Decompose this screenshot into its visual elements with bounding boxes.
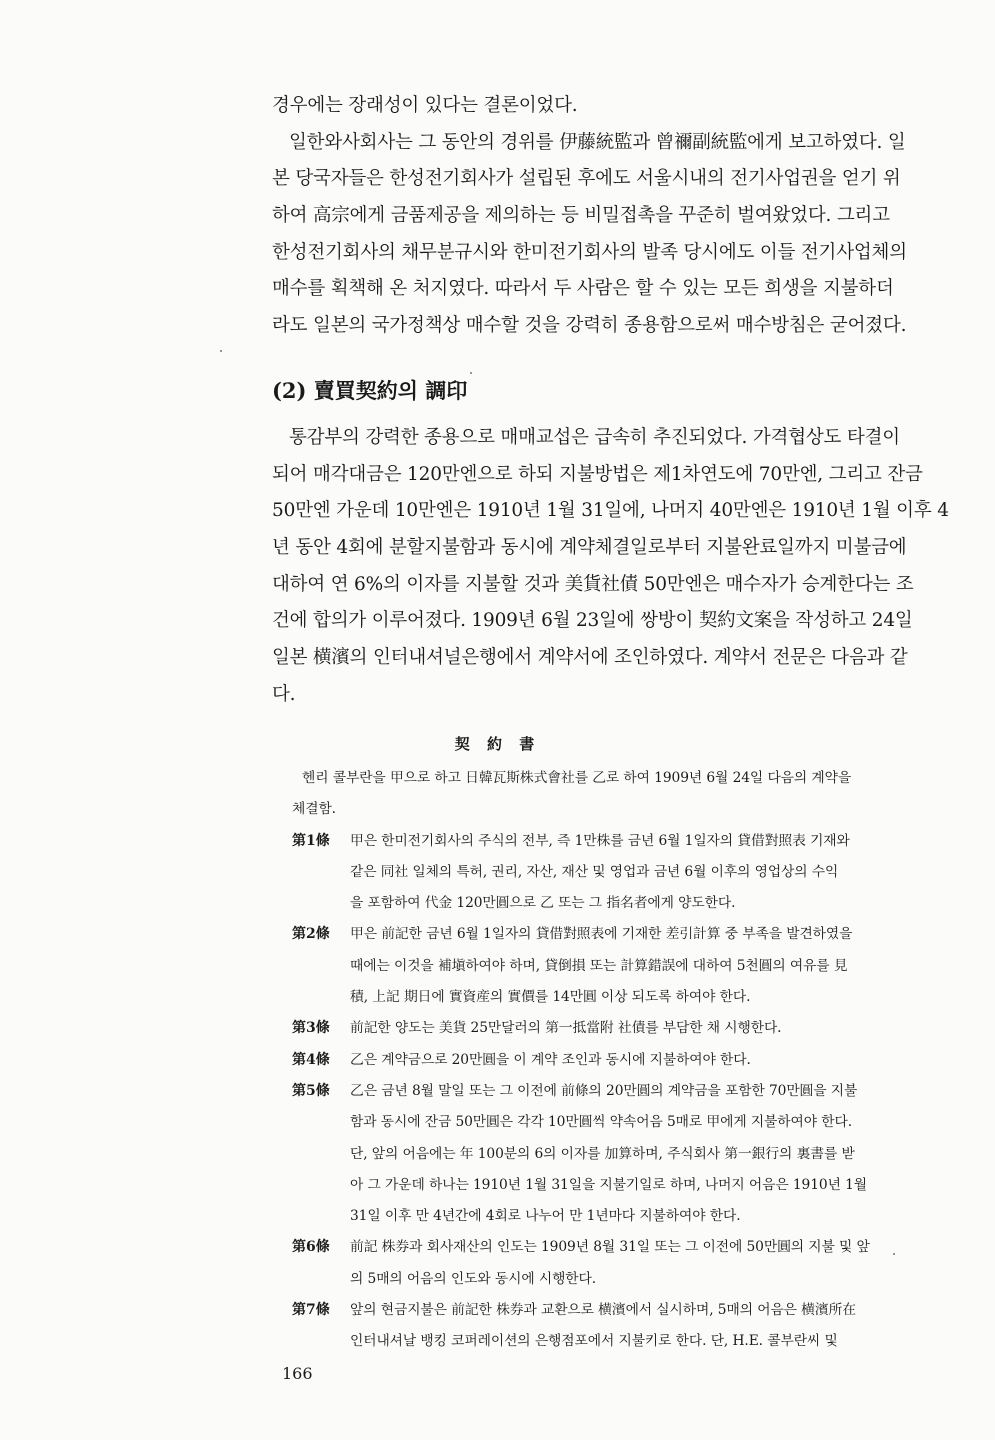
scan-speck	[470, 372, 472, 374]
page-number: 166	[282, 1364, 313, 1383]
clause-body	[350, 1045, 924, 1076]
clause-body	[350, 1232, 924, 1295]
text-line: 일한와사회사는 그 동안의 경위를 伊藤統監과 曾禰副統監에게 보고하였다. 일	[289, 131, 906, 153]
section-heading: (2) 賣買契約의 調印	[272, 378, 468, 403]
clause-label: 第3條	[292, 1020, 330, 1037]
text-line: 50만엔 가운데 10만엔은 1910년 1월 31일에, 나머지 40만엔은 1910년 1월 이후 4	[272, 500, 949, 522]
contract-clause-1	[292, 826, 924, 920]
contract-clause-4	[292, 1045, 924, 1076]
contract-preamble-line: 헨리 콜부란을 甲으로 하고 日韓瓦斯株式會社를 乙로 하여 1909년 6월 24일 다음의 계약을	[302, 770, 852, 786]
text-line: 대하여 연 6%의 이자를 지불할 것과 美貨社債 50만엔은 매수자가 승계한다는 조	[272, 573, 914, 595]
clause-line: 前記한 양도는 美貨 25만달러의 第一抵當附 社債를 부담한 채 시행한다.	[350, 1020, 782, 1037]
clause-body	[350, 826, 924, 920]
contract-body	[292, 763, 924, 1358]
clause-label: 第7條	[292, 1302, 330, 1319]
clause-line: 乙은 계약금으로 20만圓을 이 계약 조인과 동시에 지불하여야 한다.	[350, 1051, 751, 1068]
clause-line: 甲은 한미전기회사의 주식의 전부, 즉 1만株를 금년 6월 1일자의 貸借對照表 기재와	[350, 832, 850, 849]
scan-speck	[893, 1253, 895, 1255]
text-line: 라도 일본의 국가정책상 매수할 것을 강력히 종용함으로써 매수방침은 굳어졌다.	[272, 315, 907, 337]
text-line: 하여 高宗에게 금품제공을 제의하는 등 비밀접촉을 꾸준히 벌여왔었다. 그리고	[272, 205, 890, 227]
clause-body	[350, 1013, 924, 1044]
text-line: 되어 매각대금은 120만엔으로 하되 지불방법은 제1차연도에 70만엔, 그리고 잔금	[272, 463, 923, 485]
text-line: 매수를 획책해 온 처지였다. 따라서 두 사람은 할 수 있는 모든 희생을 지불하더	[272, 278, 894, 300]
clause-line: 단, 앞의 어음에는 年 100분의 6의 이자를 加算하며, 주식회사 第一銀行의 裏書를 받	[350, 1145, 855, 1162]
clause-line: 甲은 前記한 금년 6월 1일자의 貸借對照表에 기재한 差引計算 중 부족을 발견하였을	[350, 926, 853, 943]
contract-preamble-line: 체결함.	[292, 801, 336, 818]
clause-line: 앞의 현금지불은 前記한 株券과 교환으로 横濱에서 실시하며, 5매의 어음은 横濱所在	[350, 1302, 856, 1319]
text-line: 통감부의 강력한 종용으로 매매교섭은 급속히 추진되었다. 가격협상도 타결이	[289, 427, 900, 448]
paragraph-1	[272, 88, 942, 345]
clause-body	[350, 1295, 924, 1358]
clause-body	[350, 1076, 924, 1232]
clause-line: 前記 株券과 회사재산의 인도는 1909년 8월 31일 또는 그 이전에 50만圓의 지불 및 앞	[350, 1239, 870, 1256]
clause-line: 의 5매의 어음의 인도와 동시에 시행한다.	[350, 1270, 597, 1287]
clause-label: 第2條	[292, 926, 330, 943]
clause-line: 함과 동시에 잔금 50만圓은 각각 10만圓씩 약속어음 5매로 甲에게 지불하여야 한다.	[350, 1114, 852, 1131]
text-line: 본 당국자들은 한성전기회사가 설립된 후에도 서울시내의 전기사업권을 얻기 위	[272, 168, 901, 190]
contract-clause-6	[292, 1232, 924, 1295]
text-line: 다.	[272, 683, 296, 705]
text-line: 일본 横濱의 인터내셔널은행에서 계약서에 조인하였다. 계약서 전문은 다음과 같	[272, 647, 908, 669]
clause-label: 第1條	[292, 832, 330, 849]
clause-label: 第5條	[292, 1082, 330, 1099]
contract-clause-2	[292, 919, 924, 1013]
text-line: 경우에는 장래성이 있다는 결론이었다.	[272, 95, 578, 116]
clause-line: 아 그 가운데 하나는 1910년 1월 31일을 지불기일로 하며, 나머지 어음은 1910년 1월	[350, 1176, 867, 1193]
scan-speck	[220, 350, 222, 352]
clause-label: 第6條	[292, 1239, 330, 1256]
contract-clause-3	[292, 1013, 924, 1044]
contract-clause-5	[292, 1076, 924, 1232]
clause-line: 인터내셔날 뱅킹 코퍼레이션의 은행점포에서 지불키로 한다. 단, H.E. 콜부란씨 및	[350, 1333, 838, 1350]
clause-line: 乙은 금년 8월 말일 또는 그 이전에 前條의 20만圓의 계약금을 포함한 70만圓을 지불	[350, 1082, 858, 1099]
text-line: 년 동안 4회에 분할지불함과 동시에 계약체결일로부터 지불완료일까지 미불금에	[272, 537, 907, 559]
text-line: 한성전기회사의 채무분규시와 한미전기회사의 발족 당시에도 이들 전기사업체의	[272, 241, 907, 263]
clause-label: 第4條	[292, 1051, 330, 1068]
paragraph-2	[272, 420, 949, 714]
clause-line: 같은 同社 일체의 특허, 권리, 자산, 재산 및 영업과 금년 6월 이후의 영업상의 수익	[350, 863, 839, 880]
clause-line: 積, 上記 期日에 實資産의 實價를 14만圓 이상 되도록 하여야 한다.	[350, 989, 751, 1006]
clause-line: 때에는 이것을 補塡하여야 하며, 貸倒損 또는 計算錯誤에 대하여 5천圓의 여유를 見	[350, 957, 848, 974]
clause-line: 을 포함하여 代金 120만圓으로 乙 또는 그 指名者에게 양도한다.	[350, 895, 736, 912]
contract-title: 契 約 書	[454, 735, 541, 753]
clause-body	[350, 919, 924, 1013]
text-line: 건에 합의가 이루어졌다. 1909년 6월 23일에 쌍방이 契約文案을 작성하고 24일	[272, 610, 913, 632]
contract-clause-7	[292, 1295, 924, 1358]
clause-line: 31일 이후 만 4년간에 4회로 나누어 만 1년마다 지불하여야 한다.	[350, 1208, 741, 1225]
